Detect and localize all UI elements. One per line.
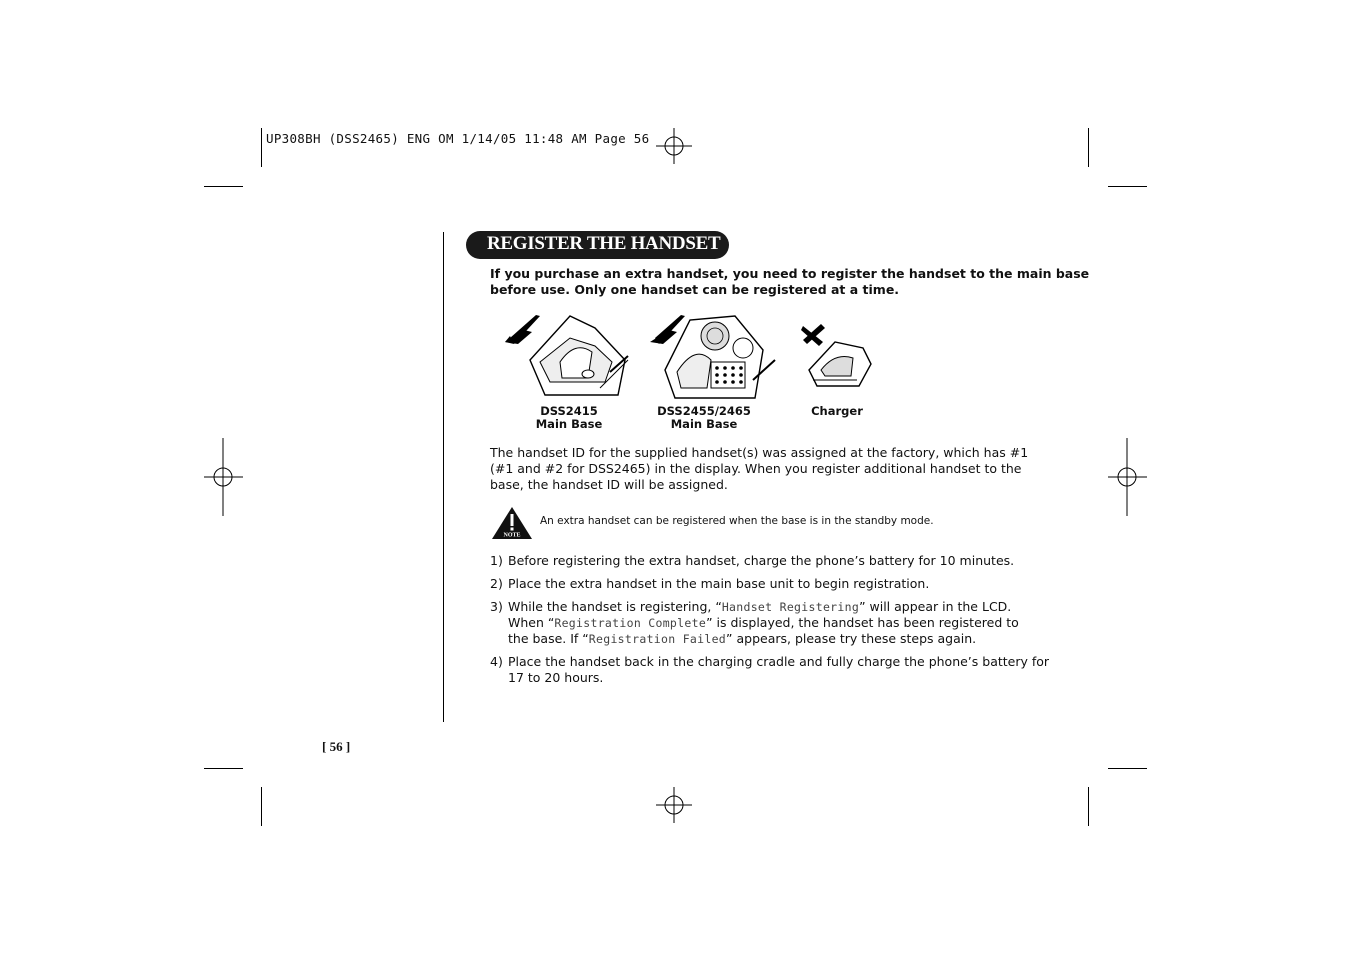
- step-2: 2) Place the extra handset in the main base unit to begin registration.: [490, 576, 930, 591]
- handset-id-paragraph: The handset ID for the supplied handset(s) was assigned at the factory, which has #1 (#1 and #2 for DSS2465) in the display. When you register additional handset to the base, the handset ID will be assigned.: [490, 445, 1029, 492]
- registration-mark-left: [204, 438, 243, 516]
- step-3: 3) While the handset is registering, “Handset Registering” will appear in the LCD. When “Registration Complete” is displayed, the handset has been registered to the base. If “Registration Failed” appears, please try these steps again.: [490, 599, 1019, 646]
- step-1: 1) Before registering the extra handset, charge the phone’s battery for 10 minutes.: [490, 553, 1015, 568]
- charger-illustration: [795, 318, 880, 398]
- intro-text: If you purchase an extra handset, you need to register the handset to the main base before use. Only one handset can be registered at a time.: [490, 266, 1090, 297]
- column-rule: [443, 232, 444, 722]
- lcd-text-registration-failed: Registration Failed: [588, 632, 727, 646]
- registration-mark-bottom: [656, 787, 692, 823]
- print-slug: UP308BH (DSS2465) ENG OM 1/14/05 11:48 AM Page 56: [266, 131, 650, 146]
- caption-dss2465: DSS2455/2465 Main Base: [657, 404, 751, 431]
- registration-mark-top: [656, 128, 692, 164]
- section-title: REGISTER THE HANDSET: [487, 233, 721, 254]
- step-4: 4) Place the handset back in the charging cradle and fully charge the phone’s battery for 17 to 20 hours.: [490, 654, 1050, 685]
- note-text: An extra handset can be registered when the base is in the standby mode.: [540, 515, 934, 527]
- page-number: [ 56 ]: [322, 739, 351, 754]
- caption-charger: Charger: [811, 404, 863, 418]
- note-warning-icon: [490, 505, 534, 541]
- dss2465-base-illustration: [645, 310, 785, 405]
- cross-icon: [801, 324, 825, 346]
- caption-dss2415: DSS2415 Main Base: [535, 404, 603, 431]
- lcd-text-handset-registering: Handset Registering: [721, 600, 860, 614]
- dss2415-base-illustration: [500, 310, 640, 405]
- svg-text:NOTE: NOTE: [503, 532, 521, 539]
- registration-mark-right: [1108, 438, 1147, 516]
- lcd-text-registration-complete: Registration Complete: [554, 616, 707, 630]
